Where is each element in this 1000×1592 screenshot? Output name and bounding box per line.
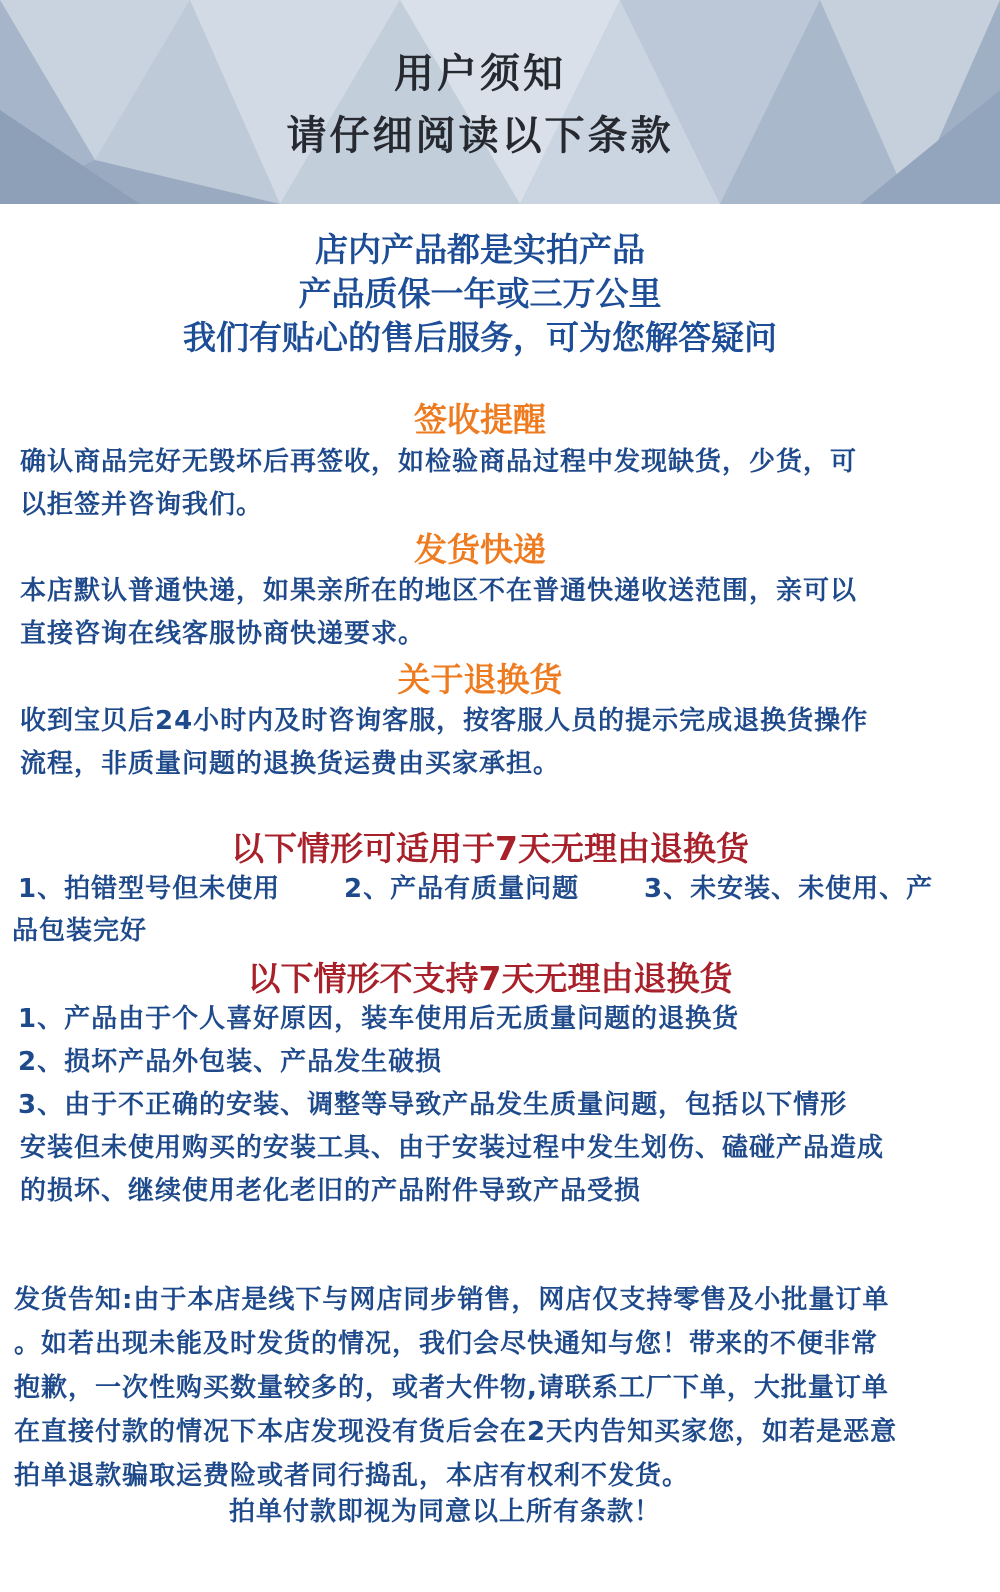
not-applicable-title: 以下情形不支持7天无理由退换货 bbox=[247, 959, 733, 998]
not-applicable-line: 1、产品由于个人喜好原因，装车使用后无质量问题的退换货 bbox=[18, 1004, 740, 1034]
notice-line: 抱歉，一次性购买数量较多的，或者大件物,请联系工厂下单，大批量订单 bbox=[14, 1373, 889, 1403]
applicable-title: 以下情形可适用于7天无理由退换货 bbox=[231, 829, 749, 868]
applicable-item-cont: 品包装完好 bbox=[12, 916, 148, 946]
not-applicable-line: 2、损坏产品外包装、产品发生破损 bbox=[18, 1047, 443, 1077]
notice-line: 拍单退款骗取运费险或者同行捣乱，本店有权利不发货。 bbox=[14, 1461, 690, 1491]
final-statement: 拍单付款即视为同意以上所有条款！ bbox=[228, 1497, 661, 1527]
header-subtitle: 请仔细阅读以下条款 bbox=[286, 113, 674, 159]
returns-title: 关于退换货 bbox=[397, 660, 563, 699]
notice-line: 在直接付款的情况下本店发现没有货后会在2天内告知买家您，如若是恶意 bbox=[14, 1417, 898, 1447]
sign-line: 以拒签并咨询我们。 bbox=[20, 490, 264, 520]
header-title: 用户须知 bbox=[394, 51, 566, 97]
not-applicable-line: 3、由于不正确的安装、调整等导致产品发生质量问题，包括以下情形 bbox=[18, 1090, 848, 1120]
notice-line: 。如若出现未能及时发货的情况，我们会尽快通知与您！带来的不便非常 bbox=[14, 1329, 879, 1359]
intro-block bbox=[0, 228, 960, 360]
shipping-line: 直接咨询在线客服协商快递要求。 bbox=[20, 619, 426, 649]
geometric-background bbox=[0, 0, 1000, 204]
returns-line: 流程，非质量问题的退换货运费由买家承担。 bbox=[20, 749, 561, 779]
returns-body bbox=[20, 700, 965, 786]
header-banner bbox=[0, 0, 1000, 204]
intro-line: 我们有贴心的售后服务，可为您解答疑问 bbox=[183, 318, 777, 357]
shipping-notice bbox=[14, 1278, 982, 1498]
sign-body bbox=[20, 441, 965, 527]
intro-line: 店内产品都是实拍产品 bbox=[315, 230, 645, 269]
shipping-body bbox=[20, 570, 965, 656]
intro-line: 产品质保一年或三万公里 bbox=[298, 274, 662, 313]
applicable-item: 1、拍错型号但未使用 bbox=[18, 874, 281, 904]
not-applicable-line: 安装但未使用购买的安装工具、由于安装过程中发生划伤、磕碰产品造成 bbox=[20, 1133, 885, 1163]
shipping-line: 本店默认普通快递，如果亲所在的地区不在普通快递收送范围，亲可以 bbox=[20, 576, 858, 606]
returns-line: 收到宝贝后24小时内及时咨询客服，按客服人员的提示完成退换货操作 bbox=[20, 706, 869, 736]
shipping-title: 发货快递 bbox=[414, 530, 546, 569]
applicable-item: 3、未安装、未使用、产 bbox=[644, 874, 934, 904]
notice-line: 发货告知:由于本店是线下与网店同步销售，网店仅支持零售及小批量订单 bbox=[14, 1285, 890, 1315]
sign-line: 确认商品完好无毁坏后再签收，如检验商品过程中发现缺货，少货，可 bbox=[20, 447, 858, 477]
applicable-item: 2、产品有质量问题 bbox=[344, 874, 580, 904]
sign-title: 签收提醒 bbox=[414, 400, 546, 439]
not-applicable-line: 的损坏、继续使用老化老旧的产品附件导致产品受损 bbox=[20, 1176, 642, 1206]
